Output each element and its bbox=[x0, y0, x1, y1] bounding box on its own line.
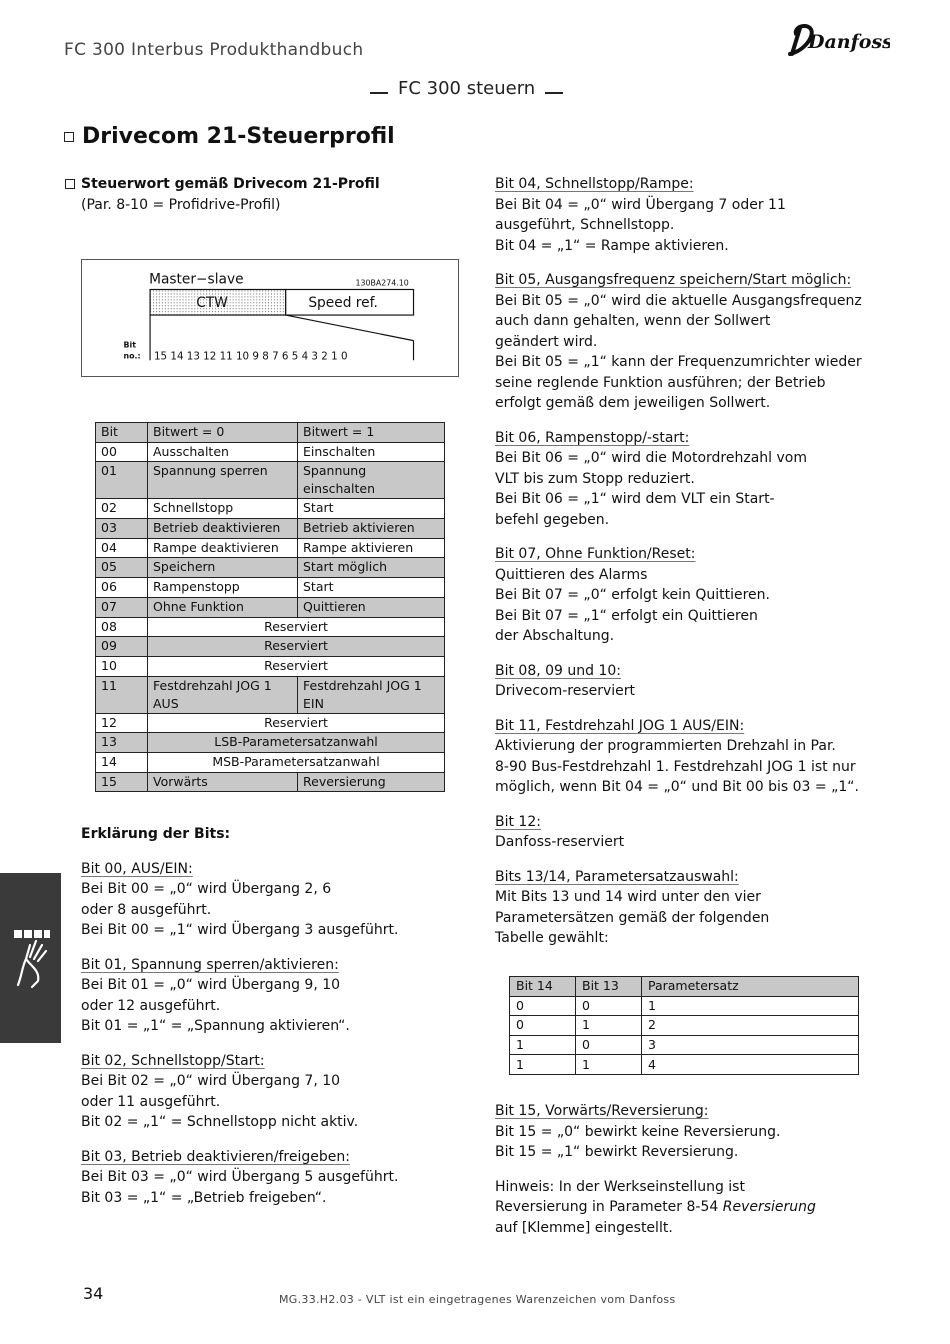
bit-cell: 12 bbox=[96, 713, 148, 733]
span-cell: MSB-Parametersatzanwahl bbox=[148, 752, 445, 772]
bit-07-heading: Bit 07, Ohne Funktion/Reset: bbox=[495, 546, 696, 562]
bit-cell: 03 bbox=[96, 519, 148, 539]
bitwert-1-cell: Einschalten bbox=[298, 442, 445, 462]
bit-02-heading: Bit 02, Schnellstopp/Start: bbox=[81, 1052, 265, 1069]
page-title bbox=[64, 124, 395, 149]
left-column-intro bbox=[81, 174, 461, 215]
text-line: möglich, wenn Bit 04 = „0“ und Bit 00 bis 03 = „1“. bbox=[495, 779, 859, 795]
header-parametersatz: Parametersatz bbox=[642, 977, 859, 997]
bitwert-0-cell: Spannung sperren bbox=[148, 462, 298, 499]
text-line: Bei Bit 05 = „1“ kann der Frequenzumrichter wieder bbox=[495, 354, 862, 370]
bit-06-block bbox=[495, 428, 895, 531]
table-row bbox=[510, 1035, 859, 1055]
text-line: Bei Bit 06 = „0“ wird die Motordrehzahl vom bbox=[495, 450, 807, 466]
text-line: erfolgt gemäß dem jeweiligen Sollwert. bbox=[495, 395, 771, 411]
bit-cell: 01 bbox=[96, 462, 148, 499]
speed-ref-label: Speed ref. bbox=[308, 295, 378, 312]
page-number: 34 bbox=[83, 1284, 104, 1303]
header-bit14: Bit 14 bbox=[510, 977, 576, 997]
no-label: no.: bbox=[123, 351, 141, 361]
bitwert-0-cell: Vorwärts bbox=[148, 772, 298, 792]
bit-03-block bbox=[81, 1147, 461, 1209]
bit-12-block bbox=[495, 812, 895, 853]
text-line: Hinweis: In der Werkseinstellung ist bbox=[495, 1178, 745, 1195]
bit-02-block bbox=[81, 1051, 461, 1133]
document-title: FC 300 Interbus Produkthandbuch bbox=[64, 40, 364, 60]
bit-cell: 14 bbox=[96, 752, 148, 772]
text-line: Bit 15 = „1“ bewirkt Reversierung. bbox=[495, 1144, 739, 1160]
bit-00-block bbox=[81, 859, 461, 941]
table-cell: 1 bbox=[576, 1016, 642, 1036]
table-cell: 1 bbox=[510, 1035, 576, 1055]
bit-05-heading: Bit 05, Ausgangsfrequenz speichern/Start möglich: bbox=[495, 272, 852, 288]
table-row bbox=[96, 713, 445, 733]
table-row bbox=[96, 462, 445, 499]
text-line: Bei Bit 01 = „0“ wird Übergang 9, 10 bbox=[81, 977, 341, 993]
text-line: geändert wird. bbox=[495, 333, 598, 350]
table-row bbox=[96, 733, 445, 753]
page-title-text: Drivecom 21-Steuerprofil bbox=[82, 124, 395, 149]
bit-08-block bbox=[495, 661, 895, 702]
table-row bbox=[96, 578, 445, 598]
text-line: oder 12 ausgeführt. bbox=[81, 997, 221, 1014]
bit-01-heading: Bit 01, Spannung sperren/aktivieren: bbox=[81, 956, 339, 973]
bit-cell: 08 bbox=[96, 617, 148, 637]
table-row bbox=[96, 519, 445, 539]
text-line bbox=[495, 1197, 895, 1218]
bitwert-0-cell: Betrieb deaktivieren bbox=[148, 519, 298, 539]
table-cell: 1 bbox=[642, 996, 859, 1016]
bitwert-0-cell: Rampenstopp bbox=[148, 578, 298, 598]
bit-cell: 13 bbox=[96, 733, 148, 753]
dash-left bbox=[370, 92, 388, 94]
table-row bbox=[96, 656, 445, 676]
bit-08-heading: Bit 08, 09 und 10: bbox=[495, 662, 622, 679]
header-bitwert-1: Bitwert = 1 bbox=[298, 423, 445, 443]
bit-cell: 07 bbox=[96, 597, 148, 617]
table-cell: 0 bbox=[510, 1016, 576, 1036]
bit-03-heading: Bit 03, Betrieb deaktivieren/freigeben: bbox=[81, 1148, 350, 1165]
table-row bbox=[96, 752, 445, 772]
ctw-label: CTW bbox=[196, 295, 228, 312]
checkbox-bullet-icon bbox=[64, 132, 74, 142]
header-bit: Bit bbox=[96, 423, 148, 443]
bit-cell: 02 bbox=[96, 499, 148, 519]
bit-04-block bbox=[495, 174, 895, 256]
master-slave-label: Master−slave bbox=[149, 271, 244, 288]
section-header-label: FC 300 steuern bbox=[398, 78, 536, 99]
table-cell: 3 bbox=[642, 1035, 859, 1055]
bitwert-1-cell: Festdrehzahl JOG 1 EIN bbox=[298, 676, 445, 713]
bit-11-heading: Bit 11, Festdrehzahl JOG 1 AUS/EIN: bbox=[495, 717, 745, 734]
text-line: Bei Bit 05 = „0“ wird die aktuelle Ausgangsfrequenz bbox=[495, 292, 862, 309]
text-line: Bei Bit 02 = „0“ wird Übergang 7, 10 bbox=[81, 1073, 341, 1089]
span-cell: Reserviert bbox=[148, 713, 445, 733]
text-line: auf [Klemme] eingestellt. bbox=[495, 1219, 673, 1236]
bit-00-heading: Bit 00, AUS/EIN: bbox=[81, 860, 193, 877]
parameter-reference: (Par. 8-10 = Profidrive-Profil) bbox=[81, 196, 281, 213]
table-row bbox=[96, 442, 445, 462]
text-line: Drivecom-reserviert bbox=[495, 683, 636, 699]
bitwert-0-cell: Speichern bbox=[148, 558, 298, 578]
span-cell: LSB-Parametersatzanwahl bbox=[148, 733, 445, 753]
text-line: Parametersätzen gemäß der folgenden bbox=[495, 909, 770, 926]
bitwert-0-cell: Ausschalten bbox=[148, 442, 298, 462]
span-cell: Reserviert bbox=[148, 637, 445, 657]
table-cell: 0 bbox=[510, 996, 576, 1016]
table-row bbox=[96, 772, 445, 792]
table-header-row bbox=[510, 977, 859, 997]
table-row bbox=[96, 617, 445, 637]
text-line: VLT bis zum Stopp reduziert. bbox=[495, 470, 695, 487]
danfoss-logo bbox=[786, 20, 890, 64]
text-line: befehl gegeben. bbox=[495, 511, 610, 528]
bitwert-0-cell: Rampe deaktivieren bbox=[148, 538, 298, 558]
hand-control-icon bbox=[12, 927, 52, 989]
explanation-heading: Erklärung der Bits: bbox=[81, 826, 231, 842]
text-line: oder 8 ausgeführt. bbox=[81, 901, 212, 918]
bitwert-1-cell: Quittieren bbox=[298, 597, 445, 617]
subheading bbox=[65, 174, 461, 195]
table-row bbox=[96, 637, 445, 657]
bitwert-1-cell: Betrieb aktivieren bbox=[298, 519, 445, 539]
bit-cell: 06 bbox=[96, 578, 148, 598]
text-line: Bei Bit 00 = „1“ wird Übergang 3 ausgeführt. bbox=[81, 922, 399, 938]
bit-07-block bbox=[495, 544, 895, 647]
table-cell: 1 bbox=[510, 1055, 576, 1075]
span-cell: Reserviert bbox=[148, 617, 445, 637]
text-line: Mit Bits 13 und 14 wird unter den vier bbox=[495, 889, 761, 905]
text-line: Quittieren des Alarms bbox=[495, 566, 648, 583]
table-row bbox=[510, 1055, 859, 1075]
bitwert-1-cell: Reversierung bbox=[298, 772, 445, 792]
bit-cell: 05 bbox=[96, 558, 148, 578]
table-header-row bbox=[96, 423, 445, 443]
bit-explanations-right-lower bbox=[495, 1101, 895, 1238]
text-line: Bit 01 = „1“ = „Spannung aktivieren“. bbox=[81, 1018, 350, 1034]
table-row bbox=[510, 996, 859, 1016]
bit-explanations-right bbox=[495, 174, 895, 963]
bit-cell: 09 bbox=[96, 637, 148, 657]
bit-12-heading: Bit 12: bbox=[495, 813, 541, 830]
span-cell: Reserviert bbox=[148, 656, 445, 676]
text-line: Bei Bit 07 = „1“ erfolgt ein Quittieren bbox=[495, 607, 758, 624]
bitwert-0-cell: Festdrehzahl JOG 1 AUS bbox=[148, 676, 298, 713]
bit-cell: 00 bbox=[96, 442, 148, 462]
bitwert-1-cell: Start bbox=[298, 578, 445, 598]
table-row bbox=[96, 558, 445, 578]
header-bitwert-0: Bitwert = 0 bbox=[148, 423, 298, 443]
bit-15-heading: Bit 15, Vorwärts/Reversierung: bbox=[495, 1103, 709, 1119]
text-line: oder 11 ausgeführt. bbox=[81, 1093, 221, 1110]
bit-15-block bbox=[495, 1101, 895, 1163]
bit-cell: 04 bbox=[96, 538, 148, 558]
parameter-set-table bbox=[509, 976, 859, 1075]
table-row bbox=[96, 538, 445, 558]
text-line: Tabelle gewählt: bbox=[495, 930, 609, 946]
text-line: auch dann gehalten, wenn der Sollwert bbox=[495, 313, 771, 329]
svg-text:Danfoss: Danfoss bbox=[808, 31, 890, 53]
chapter-tab bbox=[0, 873, 61, 1043]
text-line: Bit 04 = „1“ = Rampe aktivieren. bbox=[495, 237, 729, 254]
table-cell: 0 bbox=[576, 1035, 642, 1055]
bitwert-0-cell: Ohne Funktion bbox=[148, 597, 298, 617]
bitwert-1-cell: Rampe aktivieren bbox=[298, 538, 445, 558]
footer-text: MG.33.H2.03 - VLT ist ein eingetragenes Warenzeichen vom Danfoss bbox=[279, 1293, 676, 1306]
bit-numbers: 15 14 13 12 11 10 9 8 7 6 5 4 3 2 1 0 bbox=[154, 350, 348, 363]
bit-01-block bbox=[81, 955, 461, 1037]
header-bit13: Bit 13 bbox=[576, 977, 642, 997]
section-header bbox=[370, 78, 563, 99]
table-cell: 1 bbox=[576, 1055, 642, 1075]
text-line: Bit 02 = „1“ = Schnellstopp nicht aktiv. bbox=[81, 1114, 359, 1130]
table-row bbox=[96, 597, 445, 617]
bitwert-1-cell: Start bbox=[298, 499, 445, 519]
bit-05-block bbox=[495, 270, 895, 414]
bit-13-heading: Bits 13/14, Parametersatzauswahl: bbox=[495, 868, 739, 885]
text-line: Bei Bit 00 = „0“ wird Übergang 2, 6 bbox=[81, 881, 332, 897]
text-line: der Abschaltung. bbox=[495, 628, 615, 644]
bitwert-1-cell: Spannung einschalten bbox=[298, 462, 445, 499]
bit-cell: 15 bbox=[96, 772, 148, 792]
table-row bbox=[96, 499, 445, 519]
note-text: Reversierung in Parameter 8-54 bbox=[495, 1199, 723, 1215]
table-cell: 4 bbox=[642, 1055, 859, 1075]
text-line: Bei Bit 07 = „0“ erfolgt kein Quittieren. bbox=[495, 587, 770, 603]
bit-06-heading: Bit 06, Rampenstopp/-start: bbox=[495, 429, 690, 446]
bit-cell: 11 bbox=[96, 676, 148, 713]
bit-13-block bbox=[495, 867, 895, 949]
control-word-table bbox=[95, 422, 445, 792]
bit-04-heading: Bit 04, Schnellstopp/Rampe: bbox=[495, 176, 694, 192]
bitwert-0-cell: Schnellstopp bbox=[148, 499, 298, 519]
text-line: seine reglende Funktion ausführen; der Betrieb bbox=[495, 374, 826, 391]
text-line: Bei Bit 04 = „0“ wird Übergang 7 oder 11 bbox=[495, 196, 786, 213]
table-cell: 2 bbox=[642, 1016, 859, 1036]
text-line: ausgeführt, Schnellstopp. bbox=[495, 217, 675, 233]
text-line: Bit 15 = „0“ bewirkt keine Reversierung. bbox=[495, 1123, 781, 1140]
text-line: Bit 03 = „1“ = „Betrieb freigeben“. bbox=[81, 1189, 327, 1206]
bit-label: Bit bbox=[123, 340, 136, 350]
subheading-text: Steuerwort gemäß Drivecom 21-Profil bbox=[81, 176, 380, 192]
note-block bbox=[495, 1177, 895, 1239]
figure-code: 130BA274.10 bbox=[355, 278, 409, 288]
text-line: Bei Bit 06 = „1“ wird dem VLT ein Start- bbox=[495, 491, 775, 507]
table-row bbox=[96, 676, 445, 713]
text-line: Aktivierung der programmierten Drehzahl in Par. bbox=[495, 738, 836, 754]
control-word-diagram bbox=[81, 259, 459, 377]
bitwert-1-cell: Start möglich bbox=[298, 558, 445, 578]
bit-11-block bbox=[495, 716, 895, 798]
table-row bbox=[510, 1016, 859, 1036]
dash-right bbox=[545, 92, 563, 94]
text-line: 8-90 Bus-Festdrehzahl 1. Festdrehzahl JOG 1 ist nur bbox=[495, 758, 856, 775]
text-line: Danfoss-reserviert bbox=[495, 834, 625, 850]
bit-explanations-left bbox=[81, 824, 461, 1222]
checkbox-bullet-icon bbox=[65, 179, 75, 189]
table-cell: 0 bbox=[576, 996, 642, 1016]
bit-cell: 10 bbox=[96, 656, 148, 676]
note-italic: Reversierung bbox=[722, 1199, 816, 1215]
text-line: Bei Bit 03 = „0“ wird Übergang 5 ausgeführt. bbox=[81, 1169, 399, 1185]
